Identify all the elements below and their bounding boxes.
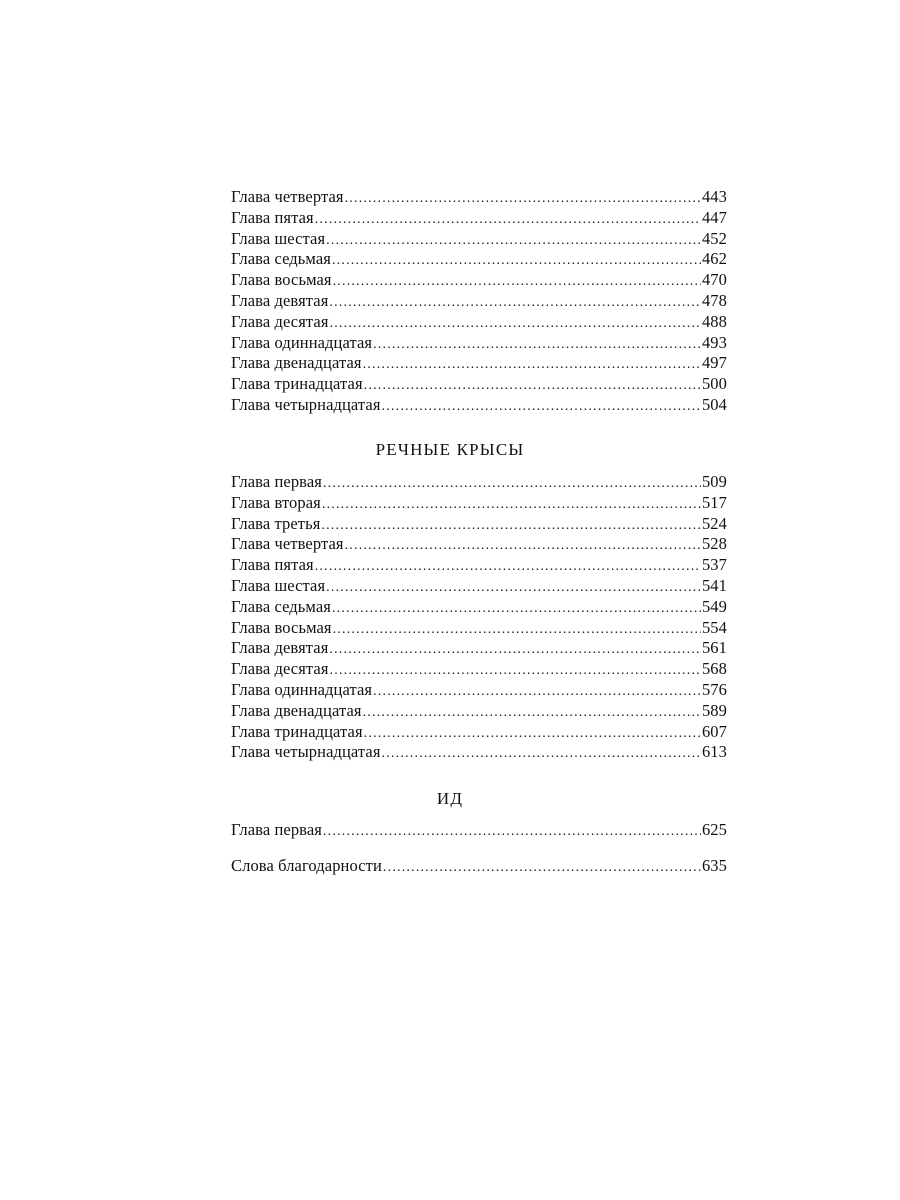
dot-leader [382, 744, 701, 765]
toc-entry [231, 270, 727, 291]
toc-entry-page: 537 [701, 555, 727, 575]
toc-entry-page: 509 [701, 472, 727, 491]
toc-entry-title: Глава двенадцатая [231, 700, 362, 720]
toc-entry-page: 524 [701, 513, 727, 533]
toc-entry-page: 554 [701, 617, 727, 637]
dot-leader [315, 210, 701, 231]
toc-entry [231, 472, 727, 493]
toc-entry [231, 534, 727, 555]
toc-entry-title: Глава вторая [231, 492, 321, 512]
toc-entry-page: 541 [701, 575, 727, 595]
toc-entry [231, 493, 727, 514]
dot-leader [323, 474, 701, 495]
dot-leader [329, 640, 701, 661]
toc-entry-page: 447 [701, 207, 727, 227]
toc-entry-title: Глава пятая [231, 207, 314, 227]
toc-entry-title: Глава тринадцатая [231, 374, 363, 394]
toc-entry-title: Слова благодарности [231, 856, 382, 875]
toc-entry-title: Глава шестая [231, 228, 326, 248]
toc-entry [231, 820, 727, 841]
dot-leader [382, 397, 701, 418]
dot-leader [322, 495, 701, 516]
toc-entry-page: 462 [701, 249, 727, 269]
dot-leader [330, 661, 701, 682]
dot-leader [373, 335, 701, 356]
toc-entry [231, 395, 727, 416]
toc-entry [231, 208, 727, 229]
toc-entry [231, 742, 727, 763]
toc-entry [231, 722, 727, 743]
toc-entry-page: 561 [701, 638, 727, 658]
toc-entry-page: 470 [701, 270, 727, 290]
dot-leader [364, 376, 701, 397]
dot-leader [315, 557, 701, 578]
toc-entry-title: Глава одиннадцатая [231, 679, 373, 699]
section-heading: РЕЧНЫЕ КРЫСЫ [375, 440, 525, 459]
toc-entry-title: Глава четырнадцатая [231, 394, 381, 414]
toc-entry-page: 613 [701, 742, 727, 762]
dot-leader [326, 578, 701, 599]
toc-entry-title: Глава двенадцатая [231, 353, 362, 373]
dot-leader [330, 314, 701, 335]
toc-entry [231, 187, 727, 208]
section-heading: ИД [436, 789, 464, 808]
dot-leader [363, 355, 701, 376]
toc-entry-page: 568 [701, 659, 727, 679]
toc-entry [231, 229, 727, 250]
toc-entry-page: 452 [701, 228, 727, 248]
toc-entry-title: Глава четырнадцатая [231, 742, 381, 762]
toc-entry-title: Глава восьмая [231, 270, 332, 290]
toc-entry-page: 635 [701, 856, 727, 875]
toc-entry-title: Глава седьмая [231, 596, 331, 616]
toc-section-continued [231, 187, 727, 416]
toc-entry-page: 549 [701, 596, 727, 616]
dot-leader [363, 703, 701, 724]
dot-leader [329, 293, 701, 314]
toc-section-id [231, 820, 727, 841]
toc-entry [231, 291, 727, 312]
toc-entry-title: Глава шестая [231, 575, 326, 595]
dot-leader [345, 189, 701, 210]
toc-entry-title: Глава девятая [231, 290, 329, 310]
toc-entry [231, 680, 727, 701]
dot-leader [345, 536, 701, 557]
toc-entry [231, 312, 727, 333]
toc-entry [231, 555, 727, 576]
toc-entry [231, 514, 727, 535]
dot-leader [332, 251, 701, 272]
toc-entry [231, 353, 727, 374]
toc-entry [231, 638, 727, 659]
toc-entry [231, 333, 727, 354]
toc-entry [231, 597, 727, 618]
toc-entry-title: Глава седьмая [231, 249, 331, 269]
toc-entry-title: Глава первая [231, 472, 322, 491]
toc-entry-title: Глава пятая [231, 555, 314, 575]
dot-leader [333, 272, 701, 293]
toc-entry-title: Глава третья [231, 513, 321, 533]
dot-leader [332, 599, 701, 620]
toc-entry-title: Глава восьмая [231, 617, 332, 637]
toc-entry [231, 856, 727, 877]
toc-entry-page: 493 [701, 332, 727, 352]
toc-entry-page: 478 [701, 290, 727, 310]
toc-entry-title: Глава десятая [231, 311, 329, 331]
toc-entry-title: Глава девятая [231, 638, 329, 658]
toc-entry-page: 500 [701, 374, 727, 394]
toc-entry-title: Глава тринадцатая [231, 721, 363, 741]
dot-leader [364, 724, 701, 745]
toc-entry-page: 504 [701, 394, 727, 414]
toc-entry [231, 618, 727, 639]
toc-entry [231, 374, 727, 395]
dot-leader [383, 858, 701, 879]
toc-entry-title: Глава четвертая [231, 534, 344, 554]
dot-leader [333, 620, 701, 641]
dot-leader [323, 822, 701, 843]
toc-entry-title: Глава десятая [231, 659, 329, 679]
toc-entry-page: 443 [701, 187, 727, 206]
toc-entry [231, 576, 727, 597]
toc-entry-page: 625 [701, 820, 727, 839]
toc-entry [231, 659, 727, 680]
toc-entry [231, 701, 727, 722]
toc-entry-page: 517 [701, 492, 727, 512]
toc-entry-page: 576 [701, 679, 727, 699]
toc-entry-title: Глава первая [231, 820, 322, 839]
toc-entry-page: 488 [701, 311, 727, 331]
toc-entry-title: Глава одиннадцатая [231, 332, 373, 352]
toc-entry-page: 528 [701, 534, 727, 554]
toc-entry-title: Глава четвертая [231, 187, 344, 206]
dot-leader [321, 516, 701, 537]
toc-entry-page: 497 [701, 353, 727, 373]
toc-acknowledgements [231, 856, 727, 877]
dot-leader [373, 682, 701, 703]
toc-entry-page: 607 [701, 721, 727, 741]
toc-section-river-rats [231, 472, 727, 763]
toc-entry [231, 249, 727, 270]
toc-entry-page: 589 [701, 700, 727, 720]
dot-leader [326, 231, 701, 252]
